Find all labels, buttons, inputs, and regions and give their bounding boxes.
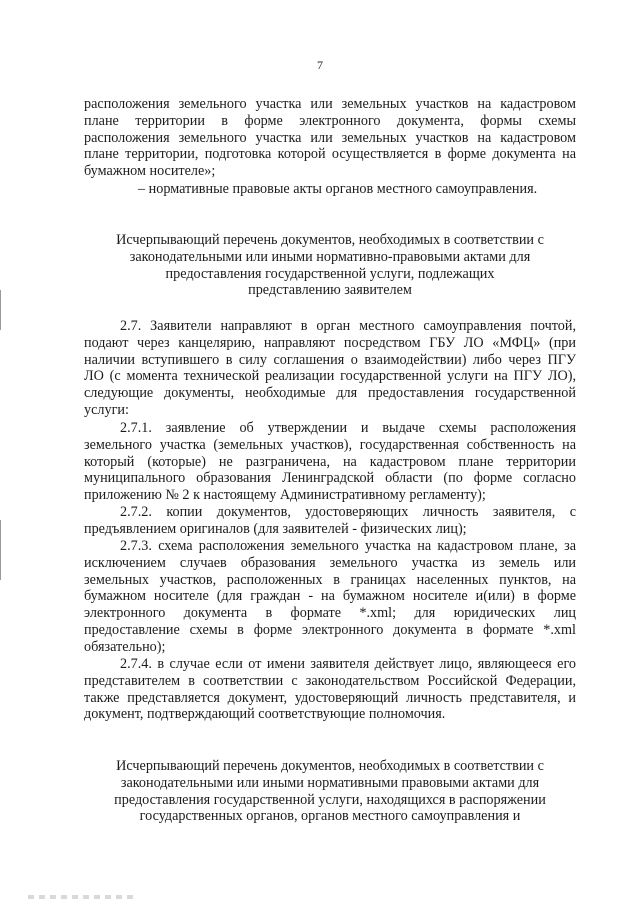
text-line: 2.7. Заявители направляют в орган местного самоуправления почтой, — [120, 318, 576, 334]
text-line: предоставление схемы в форме электронного документа в формате *.xml — [84, 621, 576, 638]
item-2-7-3 — [84, 538, 576, 656]
paragraph-2-7 — [84, 318, 576, 419]
text-line: 2.7.4. в случае если от имени заявителя действует лицо, являющееся его — [120, 656, 576, 672]
text-line: 2.7.1. заявление об утверждении и выдаче схемы расположения — [120, 420, 576, 436]
text-line: документ, подтверждающий соответствующие полномочия. — [84, 706, 446, 723]
item-2-7-2 — [84, 504, 576, 538]
text-line: муниципального образования Ленинградской области (по форме согласно — [84, 470, 576, 487]
heading-line: законодательными или иными нормативно-правовыми актами для — [129, 248, 531, 265]
section-heading-1 — [84, 232, 576, 299]
top-paragraph — [84, 96, 576, 180]
text-line: который (которые) не разграничена, на кадастровом плане территории — [84, 453, 576, 470]
text-line: 2.7.3. схема расположения земельного участка на кадастровом плане, за — [120, 538, 576, 554]
section-heading-2 — [84, 758, 576, 825]
text-line: бумажном носителе (для граждан - на бумажном носителе и(или) в форме — [84, 588, 576, 605]
text-line: плане территории, подготовка которой осуществляется в форме документа на — [84, 146, 576, 163]
text-line: исключением случаев образования земельного участка из земель или — [84, 554, 576, 571]
item-2-7-1 — [84, 420, 576, 504]
heading-line: Исчерпывающий перечень документов, необходимых в соответствии с — [116, 758, 544, 774]
heading-line: предоставления государственной услуги, находящихся в распоряжении — [114, 791, 546, 808]
bullet-line: – нормативные правовые акты органов местного самоуправления. — [138, 181, 538, 197]
scan-edge-mark — [0, 520, 1, 580]
scan-bottom-smudge — [28, 895, 138, 899]
text-line: обязательно); — [84, 638, 166, 655]
bullet-item — [138, 181, 578, 198]
scan-edge-mark — [0, 290, 1, 330]
heading-line: предоставления государственной услуги, подлежащих — [165, 265, 495, 282]
text-line: наличии вступившего в силу соглашения о взаимодействии) либо через ПГУ — [84, 351, 576, 368]
heading-line: государственных органов, органов местного самоуправления и — [139, 808, 521, 825]
text-line: также представляется документ, удостоверяющий личность представителя, и — [84, 689, 576, 706]
item-2-7-4 — [84, 656, 576, 723]
page-number: 7 — [317, 58, 323, 72]
heading-line: Исчерпывающий перечень документов, необходимых в соответствии с — [116, 232, 544, 248]
text-line: представителем в соответствии с законодательством Российской Федерации, — [84, 672, 576, 689]
text-line: электронного документа в формате *.xml; для юридических лиц — [84, 605, 576, 622]
text-line: предъявлением оригиналов (для заявителей - физических лиц); — [84, 520, 467, 537]
text-line: 2.7.2. копии документов, удостоверяющих личность заявителя, с — [120, 504, 576, 520]
text-line: земельного участка (земельных участков), государственная собственность на — [84, 436, 576, 453]
text-line: подают через канцелярию, направляют посредством ГБУ ЛО «МФЦ» (при — [84, 334, 576, 351]
heading-line: законодательными или иными нормативными правовыми актами для — [120, 774, 540, 791]
text-line: расположения земельного участка или земельных участков на кадастровом — [84, 96, 576, 112]
heading-line: представлению заявителем — [248, 282, 412, 299]
text-line: следующие документы, необходимые для предоставления государственной — [84, 385, 576, 402]
text-line: плане территории в форме электронного документа, формы схемы — [84, 112, 576, 129]
text-line: расположения земельного участка или земельных участков на кадастровом — [84, 129, 576, 146]
text-line: земельных участков, расположенных в границах населенных пунктов, на — [84, 571, 576, 588]
text-line: приложению № 2 к настоящему Административному регламенту); — [84, 487, 486, 504]
text-line: услуги: — [84, 401, 129, 418]
text-line: бумажном носителе»; — [84, 163, 216, 180]
text-line: ЛО (с момента технической реализации государственной услуги на ПГУ ЛО), — [84, 368, 576, 385]
